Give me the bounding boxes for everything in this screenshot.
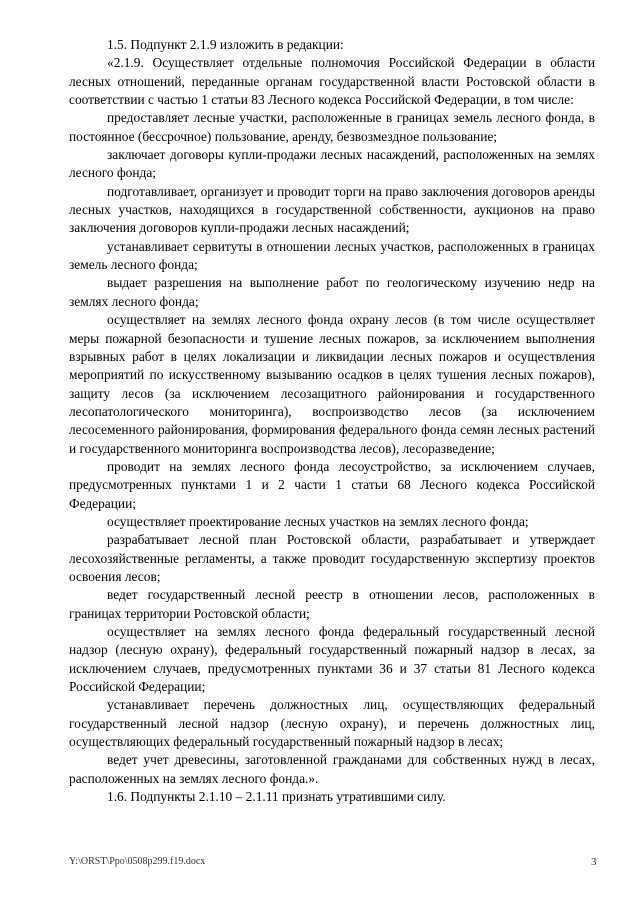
paragraph-forest-protection: осуществляет на землях лесного фонда охрану лесов (в том числе осуществляет меры пожарной безопасности и тушение лесных пожаров, за исключением выполнения взрывных работ в целях локализации и ликвидации лесных пожаров и осуществления мероприятий по искусственному вызыванию осадков в целях тушения лесных пожаров), защиту лесов (за исключением лесозащитного районирования и государственного лесопатологического мониторинга), воспроизводство лесов (за исключением лесосеменного районирования, формирования федерального фонда семян лесных растений и государственного мониторинга воспроизводства лесов), лесоразведение; — [69, 312, 595, 456]
paragraph-officials-list: устанавливает перечень должностных лиц, осуществляющих федеральный государственный лесной надзор (лесную охрану), и перечень должностных лиц, осуществляющих федеральный государственный пожарный надзор в лесах; — [69, 697, 595, 750]
page-number: 3 — [591, 856, 597, 868]
document-body — [69, 36, 595, 806]
paragraph-item-2-1-9: «2.1.9. Осуществляет отдельные полномочия Российской Федерации в области лесных отношений, переданные органам государственной власти Ростовской области в соответствии с частью 1 статьи 83 Лесного кодекса Российской Федерации, в том числе: — [69, 55, 595, 108]
paragraph-forest-plots: предоставляет лесные участки, расположенные в границах земель лесного фонда, в постоянное (бессрочное) пользование, аренду, безвозмездное пользование; — [69, 110, 595, 144]
paragraph-forest-plan: разрабатывает лесной план Ростовской области, разрабатывает и утверждает лесохозяйственные регламенты, а также проводит государственную экспертизу проектов освоения лесов; — [69, 532, 595, 584]
paragraph-timber-accounting: ведет учет древесины, заготовленной гражданами для собственных нужд в лесах, расположенных на землях лесного фонда.». — [69, 752, 595, 786]
paragraph-geology-permits: выдает разрешения на выполнение работ по геологическому изучению недр на землях лесного фонда; — [69, 275, 595, 309]
paragraph-item-1-5: 1.5. Подпункт 2.1.9 изложить в редакции: — [107, 37, 344, 52]
paragraph-auctions: подготавливает, организует и проводит торги на право заключения договоров аренды лесных участков, находящихся в государственной собственности, аукционов на право заключения договоров купли-продажи лесных насаждений; — [69, 183, 595, 236]
paragraph-supervision: осуществляет на землях лесного фонда федеральный государственный лесной надзор (лесную охрану), федеральный государственный пожарный надзор в лесах, за исключением случаев, предусмотренных пунктами 36 и 37 статьи 81 Лесного кодекса Российской Федерации; — [69, 624, 595, 695]
paragraph-forest-registry: ведет государственный лесной реестр в отношении лесов, расположенных в границах территории Ростовской области; — [69, 587, 595, 621]
paragraph-sale-contracts: заключает договоры купли-продажи лесных насаждений, расположенных на землях лесного фонда; — [69, 147, 595, 181]
paragraph-item-1-6: 1.6. Подпункты 2.1.10 – 2.1.11 признать утратившими силу. — [107, 789, 446, 805]
paragraph-forest-management: проводит на землях лесного фонда лесоустройство, за исключением случаев, предусмотренных пунктами 1 и 2 части 1 статьи 68 Лесного кодекса Российской Федерации; — [69, 458, 595, 511]
paragraph-servitudes: устанавливает сервитуты в отношении лесных участков, расположенных в границах земель лесного фонда; — [69, 238, 595, 273]
paragraph-plot-design: осуществляет проектирование лесных участков на землях лесного фонда; — [107, 513, 529, 529]
footer-file-path: Y:\ORST\Ppo\0508p299.f19.docx — [69, 856, 206, 867]
